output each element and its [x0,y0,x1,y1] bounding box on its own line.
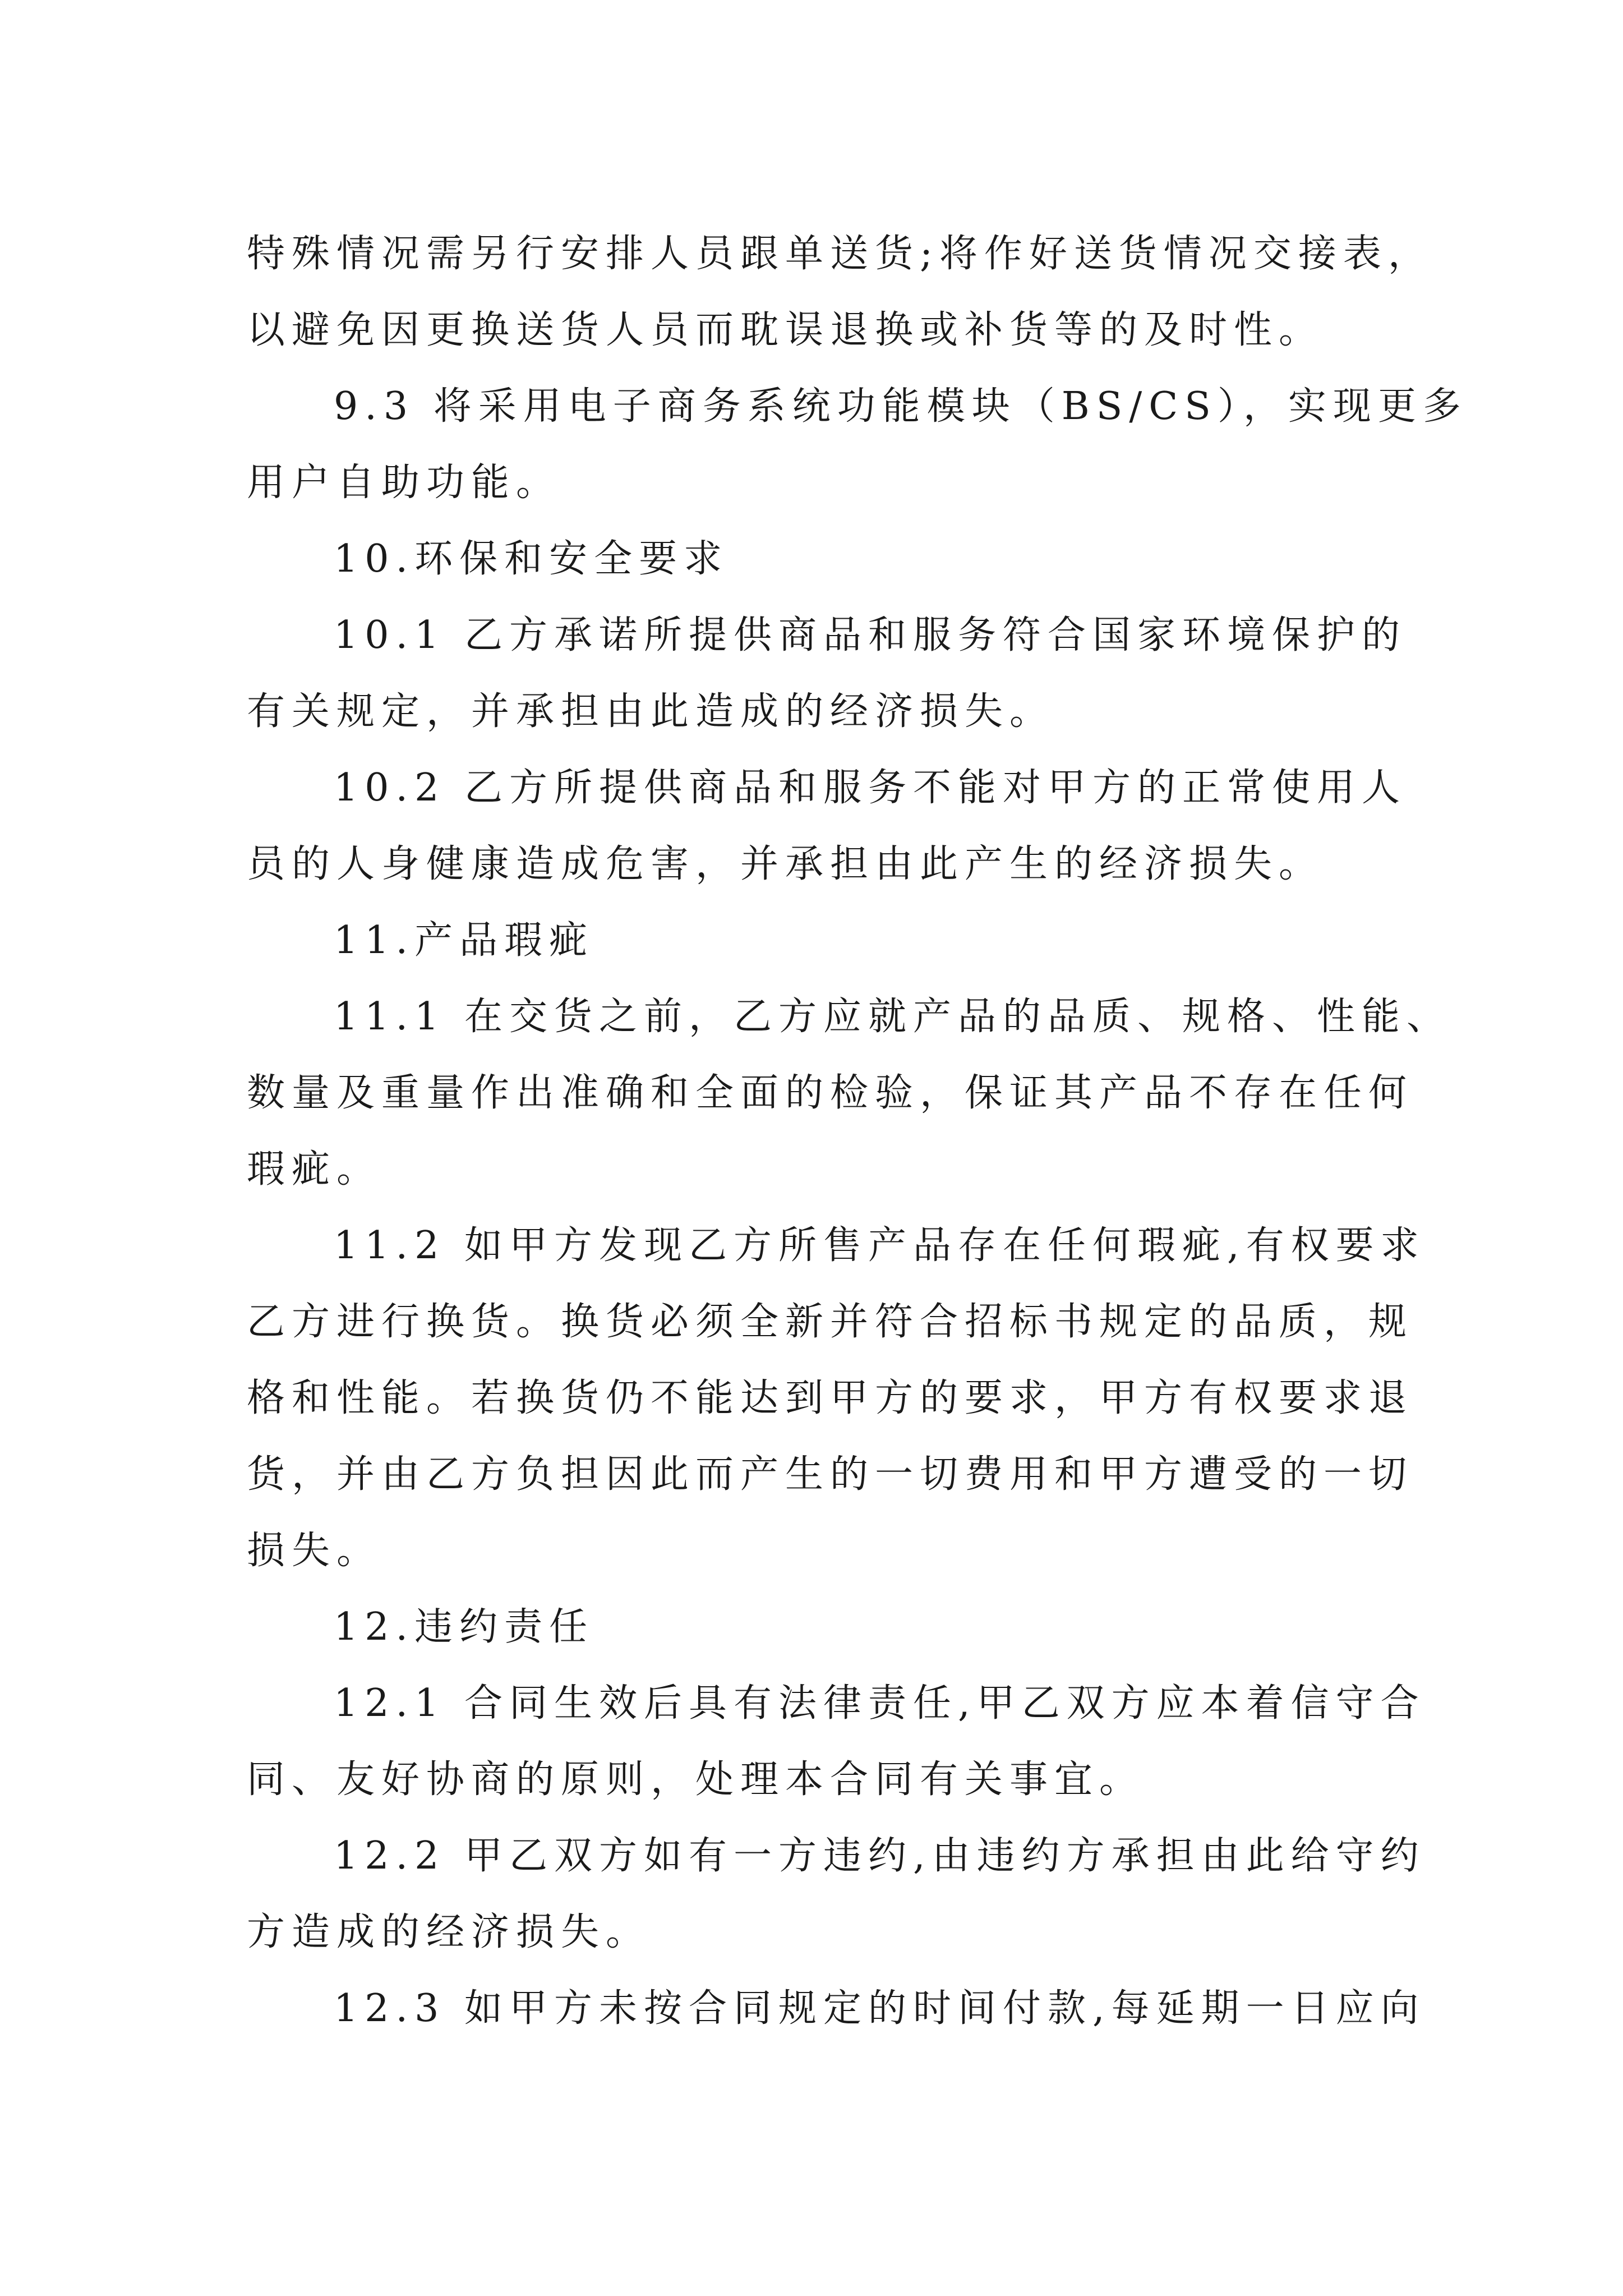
text-line: 格和性能。若换货仍不能达到甲方的要求，甲方有权要求退 [247,1376,1414,1420]
text-line: 有关规定，并承担由此造成的经济损失。 [247,689,1055,734]
text-line: 10.2 乙方所提供商品和服务不能对甲方的正常使用人 [334,766,1407,810]
section-heading: 12.违约责任 [334,1605,594,1649]
text-line: 方造成的经济损失。 [247,1910,651,1954]
text-line: 10.1 乙方承诺所提供商品和服务符合国家环境保护的 [334,613,1407,657]
text-line: 9.3 将采用电子商务系统功能模块（BS/CS），实现更多 [334,384,1468,429]
text-line: 特殊情况需另行安排人员跟单送货;将作好送货情况交接表， [247,232,1433,276]
text-line: 12.2 甲乙双方如有一方违约,由违约方承担由此给守约 [334,1834,1426,1878]
text-line: 员的人身健康造成危害，并承担由此产生的经济损失。 [247,842,1324,886]
text-line: 11.2 如甲方发现乙方所售产品存在任何瑕疵,有权要求 [334,1223,1426,1268]
text-line: 乙方进行换货。换货必须全新并符合招标书规定的品质，规 [247,1300,1414,1344]
section-heading: 11.产品瑕疵 [334,918,594,963]
text-line: 12.1 合同生效后具有法律责任,甲乙双方应本着信守合 [334,1681,1426,1726]
text-line: 11.1 在交货之前，乙方应就产品的品质、规格、性能、 [334,995,1452,1039]
text-line: 货，并由乙方负担因此而产生的一切费用和甲方遭受的一切 [247,1452,1414,1497]
text-line: 数量及重量作出准确和全面的检验，保证其产品不存在任何 [247,1071,1414,1115]
text-line: 12.3 如甲方未按合同规定的时间付款,每延期一日应向 [334,1986,1426,2031]
text-line: 损失。 [247,1529,382,1573]
text-line: 瑕疵。 [247,1147,382,1191]
text-line: 用户自助功能。 [247,461,561,505]
section-heading: 10.环保和安全要求 [334,537,729,581]
text-line: 同、友好协商的原则，处理本合同有关事宜。 [247,1757,1145,1802]
text-line: 以避免因更换送货人员而耽误退换或补货等的及时性。 [247,308,1324,352]
document-body [247,216,1468,2047]
